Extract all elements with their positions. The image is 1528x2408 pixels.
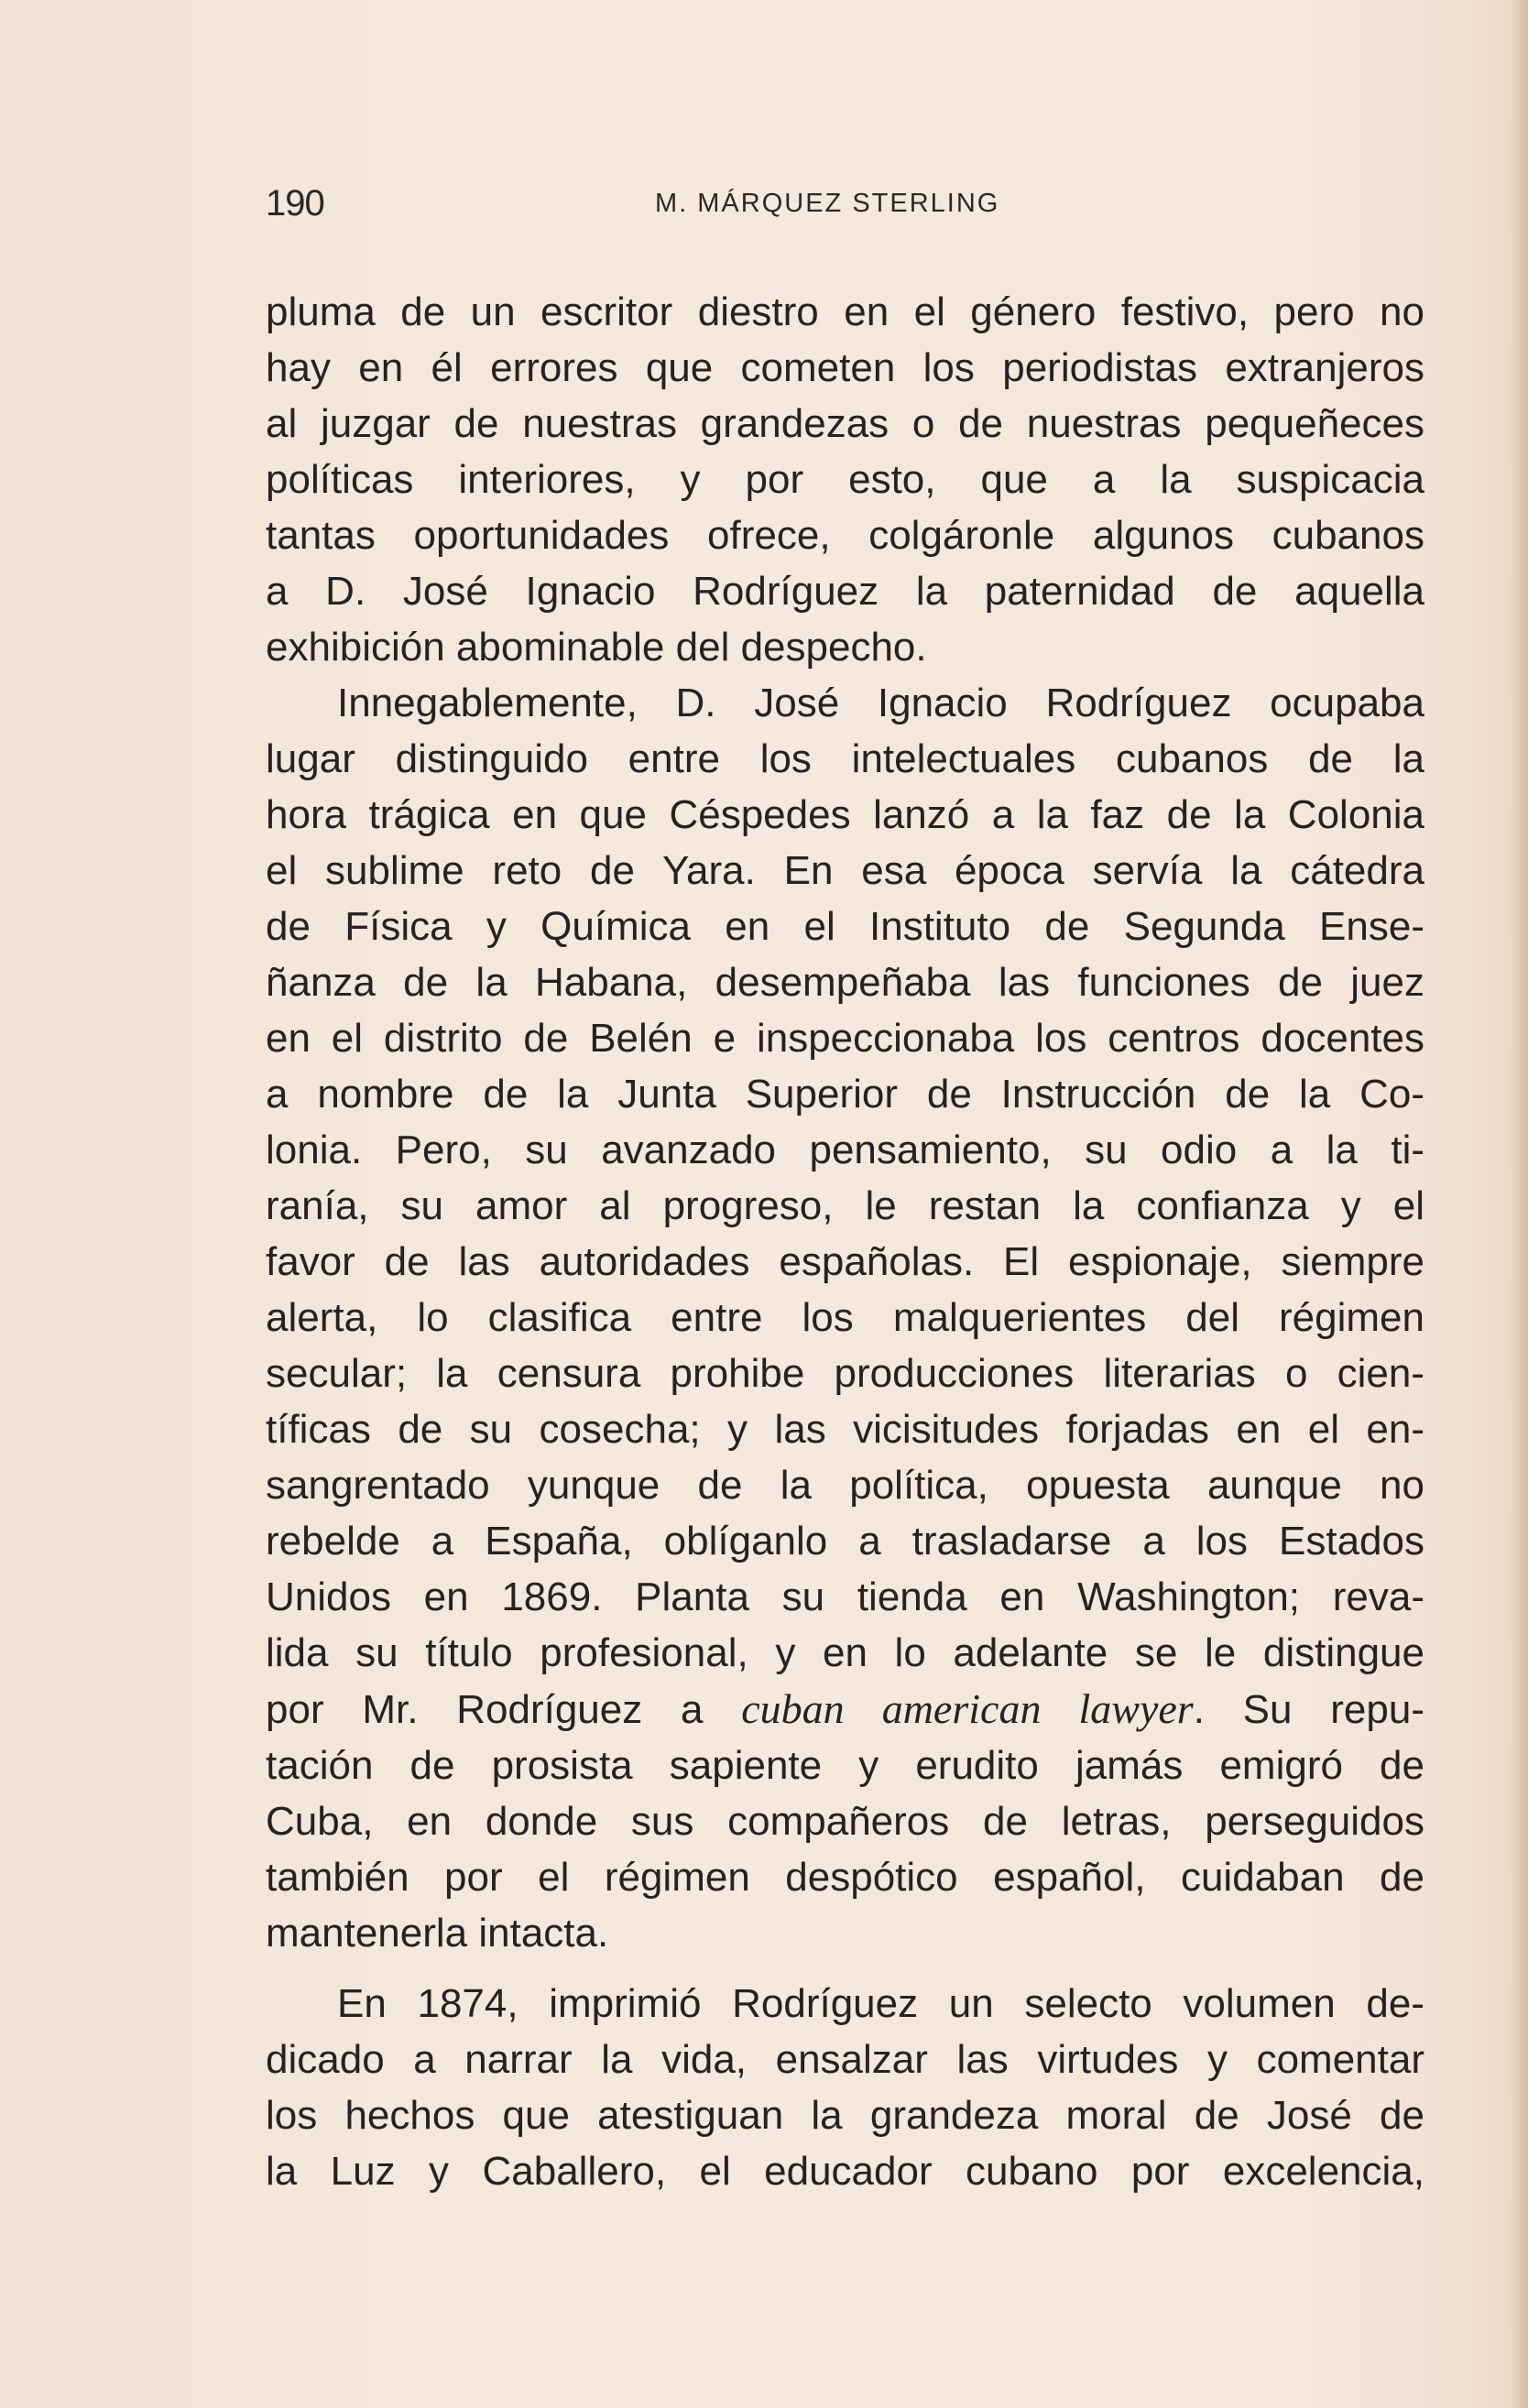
page-number: 190 bbox=[266, 183, 324, 223]
italic-phrase: cuban american lawyer bbox=[741, 1685, 1194, 1732]
text-line: lugar distinguido entre los intelectuales cubanos de la bbox=[266, 736, 1424, 781]
text-line: Innegablemente, D. José Ignacio Rodríguez ocupaba bbox=[337, 681, 1424, 725]
italic-line-before: por Mr. Rodríguez a bbox=[266, 1687, 742, 1732]
text-line: tantas oportunidades ofrece, colgáronle algunos cubanos bbox=[266, 513, 1424, 558]
text-line: hora trágica en que Céspedes lanzó a la faz de la Colonia bbox=[266, 792, 1424, 837]
text-line: rebelde a España, oblíganlo a trasladarse a los Estados bbox=[266, 1519, 1424, 1564]
text-line: dicado a narrar la vida, ensalzar las virtudes y comentar bbox=[266, 2037, 1424, 2082]
paragraph-3 bbox=[266, 1976, 1424, 2199]
text-line: mantenerla intacta. bbox=[266, 1911, 609, 1956]
text-line: a D. José Ignacio Rodríguez la paternidad de aquella bbox=[266, 569, 1424, 614]
text-line: Cuba, en donde sus compañeros de letras, perseguidos bbox=[266, 1799, 1424, 1844]
text-line: a nombre de la Junta Superior de Instrucción de la Co- bbox=[266, 1072, 1424, 1117]
paragraph-1 bbox=[266, 284, 1424, 675]
text-line: favor de las autoridades españolas. El espionaje, siempre bbox=[266, 1239, 1424, 1284]
italic-line-after: . Su repu- bbox=[1193, 1687, 1424, 1732]
text-line: lonia. Pero, su avanzado pensamiento, su odio a la ti- bbox=[266, 1128, 1424, 1172]
text-line: tíficas de su cosecha; y las vicisitudes forjadas en el en- bbox=[266, 1407, 1424, 1452]
text-line-with-italic bbox=[266, 1681, 1424, 1738]
text-line: ranía, su amor al progreso, le restan la confianza y el bbox=[266, 1183, 1424, 1228]
text-line: la Luz y Caballero, el educador cubano por excelencia, bbox=[266, 2149, 1424, 2194]
text-line: Unidos en 1869. Planta su tienda en Washington; reva- bbox=[266, 1574, 1424, 1619]
page-header bbox=[266, 183, 1429, 238]
text-line: sangrentado yunque de la política, opuesta aunque no bbox=[266, 1463, 1424, 1508]
text-line: secular; la censura prohibe producciones literarias o cien- bbox=[266, 1351, 1424, 1396]
text-line: lida su título profesional, y en lo adelante se le distingue bbox=[266, 1630, 1424, 1675]
text-line: tación de prosista sapiente y erudito jamás emigró de bbox=[266, 1743, 1424, 1788]
paragraph-2 bbox=[266, 675, 1424, 1961]
running-head: M. MÁRQUEZ STERLING bbox=[655, 189, 1000, 218]
text-line: de Física y Química en el Instituto de Segunda Ense- bbox=[266, 904, 1424, 949]
page-edge-shadow bbox=[1512, 0, 1528, 2408]
text-line: hay en él errores que cometen los periodistas extranjeros bbox=[266, 345, 1424, 390]
text-line: también por el régimen despótico español, cuidaban de bbox=[266, 1855, 1424, 1900]
text-line: el sublime reto de Yara. En esa época servía la cátedra bbox=[266, 848, 1424, 893]
text-line: ñanza de la Habana, desempeñaba las funciones de juez bbox=[266, 960, 1424, 1005]
text-line: exhibición abominable del despecho. bbox=[266, 625, 927, 670]
text-line: en el distrito de Belén e inspeccionaba los centros docentes bbox=[266, 1016, 1424, 1061]
text-line: políticas interiores, y por esto, que a la suspicacia bbox=[266, 457, 1424, 502]
text-line: alerta, lo clasifica entre los malquerientes del régimen bbox=[266, 1295, 1424, 1340]
body-text bbox=[266, 284, 1424, 2199]
text-line: En 1874, imprimió Rodríguez un selecto volumen de- bbox=[337, 1981, 1424, 2026]
text-line: al juzgar de nuestras grandezas o de nuestras pequeñeces bbox=[266, 401, 1424, 446]
text-line: pluma de un escritor diestro en el género festivo, pero no bbox=[266, 289, 1424, 334]
text-line: los hechos que atestiguan la grandeza moral de José de bbox=[266, 2093, 1424, 2138]
